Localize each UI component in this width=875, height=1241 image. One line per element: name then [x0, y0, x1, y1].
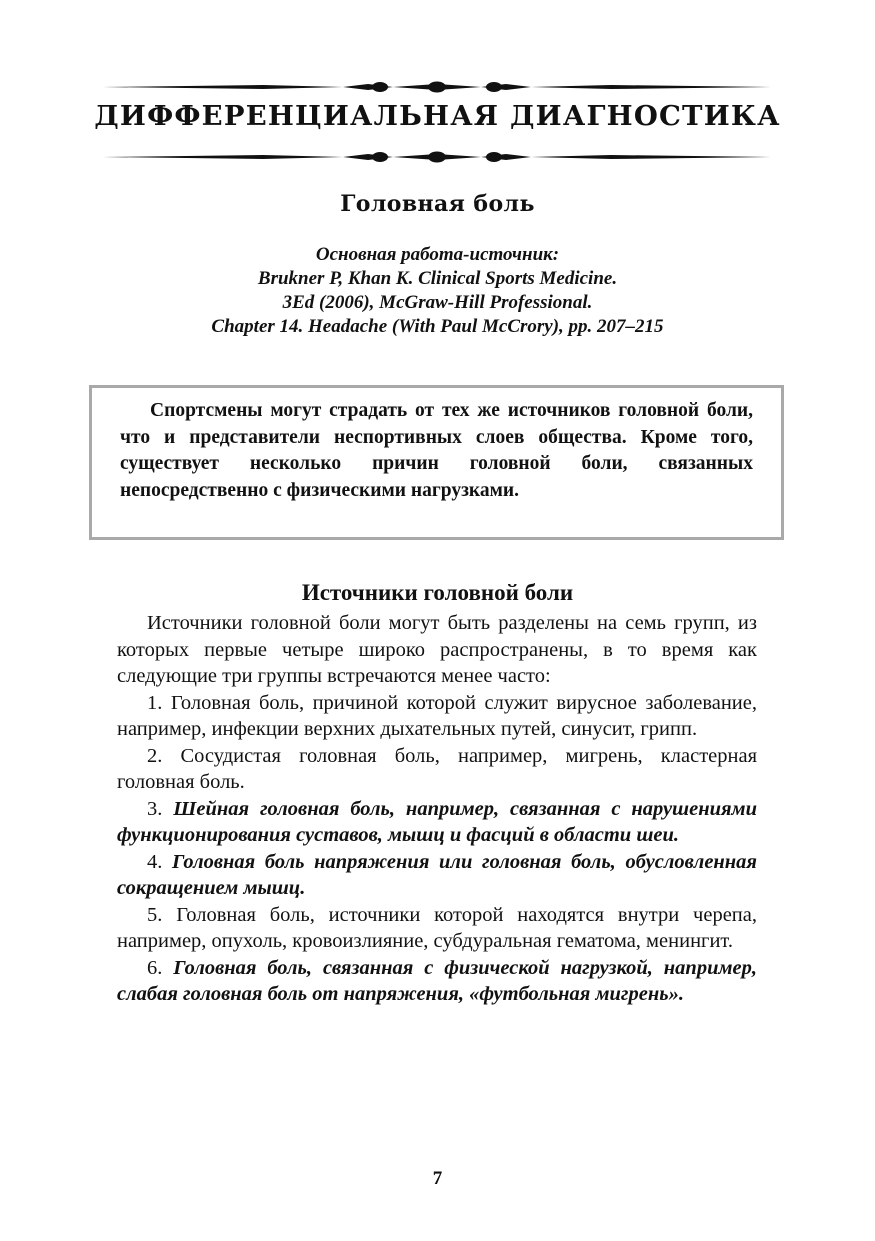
body-text — [117, 610, 757, 1008]
list-item-text: Головная боль, связанная с физической нагрузкой, например, слабая головная боль от напряжения, «футбольная мигрень». — [117, 956, 757, 1005]
list-item-number: 3. — [147, 797, 174, 820]
source-line-4: Chapter 14. Headache (With Paul McCrory), pp. 207–215 — [211, 316, 664, 337]
list-item-number: 6. — [147, 956, 174, 979]
list-item-number: 4. — [147, 850, 173, 873]
list-item — [117, 849, 757, 902]
list-item-text: Головная боль напряжения или головная боль, обусловленная сокращением мышц. — [117, 850, 757, 899]
callout-text: Спортсмены могут страдать от тех же источников головной боли, что и представители неспортивных слоев общества. Кроме того, существует несколько причин головной боли, связанных непосредственно с физическими нагрузками. — [120, 400, 753, 501]
source-line-1: Основная работа-источник: — [315, 244, 560, 265]
source-reference — [0, 243, 875, 339]
ornament-rule-top — [103, 77, 771, 97]
intro-paragraph: Источники головной боли могут быть разделены на семь групп, из которых первые четыре широко распространены, в то время как следующие три группы встречаются менее часто: — [117, 612, 757, 687]
list-item-number: 5. — [147, 903, 177, 926]
ornament-rule-bottom — [103, 147, 771, 167]
page-number: 7 — [432, 1168, 443, 1189]
list-item — [117, 955, 757, 1008]
source-line-2: Brukner P, Khan K. Clinical Sports Medicine. — [257, 268, 618, 289]
list-item-text: Сосудистая головная боль, например, мигрень, кластерная головная боль. — [117, 744, 757, 793]
list-item-number: 1. — [147, 691, 171, 714]
section-title: Головная боль — [340, 191, 535, 217]
list-item-text: Шейная головная боль, например, связанная с нарушениями функционирования суставов, мышц и фасций в области шеи. — [117, 797, 758, 846]
subsection-heading: Источники головной боли — [301, 580, 574, 605]
list-item — [117, 743, 757, 796]
list-item-text: Головная боль, источники которой находятся внутри черепа, например, опухоль, кровоизлияние, субдуральная гематома, менингит. — [117, 903, 757, 952]
list-item — [117, 796, 757, 849]
source-line-3: 3Ed (2006), McGraw-Hill Professional. — [282, 292, 593, 313]
chapter-title: ДИФФЕРЕНЦИАЛЬНАЯ ДИАГНОСТИКА — [94, 100, 781, 132]
callout-box — [89, 385, 784, 540]
list-item-number: 2. — [147, 744, 181, 767]
list-item — [117, 902, 757, 955]
list-item-text: Головная боль, причиной которой служит вирусное заболевание, например, инфекции верхних дыхательных путей, синусит, грипп. — [117, 691, 757, 740]
list-item — [117, 690, 757, 743]
